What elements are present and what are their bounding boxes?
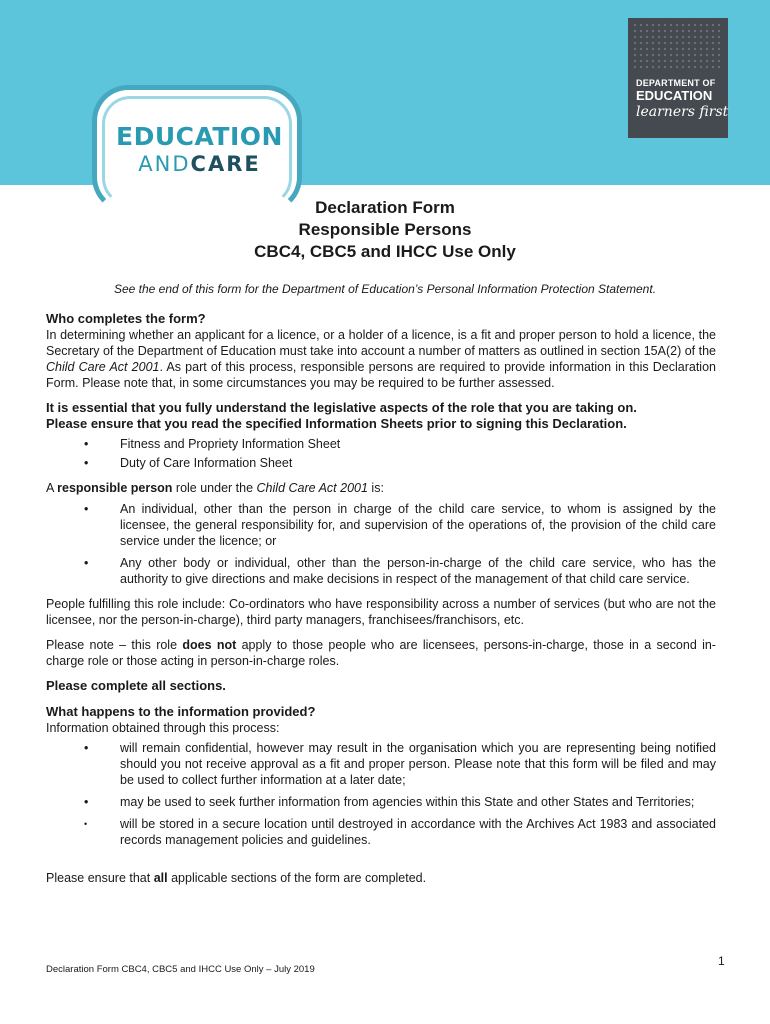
list-item: • An individual, other than the person in charge of the child care service, to whom is assigned by the licensee, the general responsibility for, and supervision of the operations of, the provision of the child care service under the licence; or: [84, 502, 716, 548]
logo-dot-pattern: [632, 22, 724, 70]
list-item: • may be used to seek further information from agencies within this State and other States and Territories;: [84, 795, 695, 809]
please-note-paragraph: Please note – this role does not apply to those people who are licensees, persons-in-charge, those in a second in-charge role or those acting in person-in-charge roles.: [46, 638, 716, 668]
dept-logo-tagline: learners first: [636, 104, 729, 120]
list-item: • Duty of Care Information Sheet: [84, 456, 293, 470]
dept-logo-line1: DEPARTMENT OF: [636, 78, 716, 88]
ensure-all-paragraph: Please ensure that all applicable sections of the form are completed.: [46, 871, 427, 885]
form-subtitle: Responsible Persons: [298, 220, 472, 239]
responsible-person-intro: A responsible person role under the Child Care Act 2001 is:: [46, 481, 384, 495]
privacy-statement-note: See the end of this form for the Department of Education’s Personal Information Protection Statement.: [113, 282, 657, 296]
what-happens-intro: Information obtained through this process:: [46, 721, 280, 735]
essential-notice: It is essential that you fully understand the legislative aspects of the role that you are taking on. Please ensure that you read the specified Information Sheets prior to signing this Declaration.: [46, 400, 637, 431]
list-item: • Fitness and Propriety Information Sheet: [84, 437, 341, 451]
who-completes-paragraph: In determining whether an applicant for a licence, or a holder of a licence, is a fit and proper person to hold a licence, the Secretary of the Department of Education must take into account a number of matters as outlined in section 15A(2) of the Child Care Act 2001. As part of this process, responsible persons are required to provide information in this Declaration Form. Please note that, in some circumstances you may be required to be further assessed.: [46, 328, 716, 390]
what-happens-heading: What happens to the information provided?: [46, 704, 316, 719]
page-number: 1: [718, 954, 725, 968]
who-completes-heading: Who completes the form?: [46, 311, 206, 326]
dept-logo-line2: EDUCATION: [636, 88, 713, 103]
form-title: Declaration Form: [315, 198, 455, 217]
complete-all-sections: Please complete all sections.: [46, 678, 226, 693]
list-item: • will remain confidential, however may result in the organisation which you are representing being notified should you not receive approval as a fit and proper person. Please note that this form will be filed and may be used to collect further information at a later date;: [84, 741, 716, 787]
responsible-person-definitions: [46, 501, 716, 587]
logo-education-text: EDUCATION: [116, 122, 283, 151]
form-scope: CBC4, CBC5 and IHCC Use Only: [254, 242, 516, 261]
information-sheets-list: [46, 436, 716, 471]
logo-and-care-text: [112, 152, 287, 176]
logo-care-word: CARE: [190, 152, 261, 176]
logo-and-word: AND: [138, 152, 191, 176]
people-fulfilling-paragraph: People fulfilling this role include: Co-ordinators who have responsibility across a number of services (but who are not the licensee, nor the person-in-charge), third party managers, franchisees/franchisors, etc.: [46, 597, 716, 627]
form-body: [46, 311, 716, 895]
information-use-list: [46, 740, 716, 848]
page-footer: Declaration Form CBC4, CBC5 and IHCC Use Only – July 2019: [46, 964, 315, 975]
list-item: • will be stored in a secure location until destroyed in accordance with the Archives Act 1983 and associated records management policies and guidelines.: [84, 817, 716, 847]
education-and-care-logo-inner: [102, 96, 292, 206]
list-item: • Any other body or individual, other than the person-in-charge of the child care service, who has the authority to give directions and make decisions in respect of the management of that child care service.: [84, 556, 716, 586]
